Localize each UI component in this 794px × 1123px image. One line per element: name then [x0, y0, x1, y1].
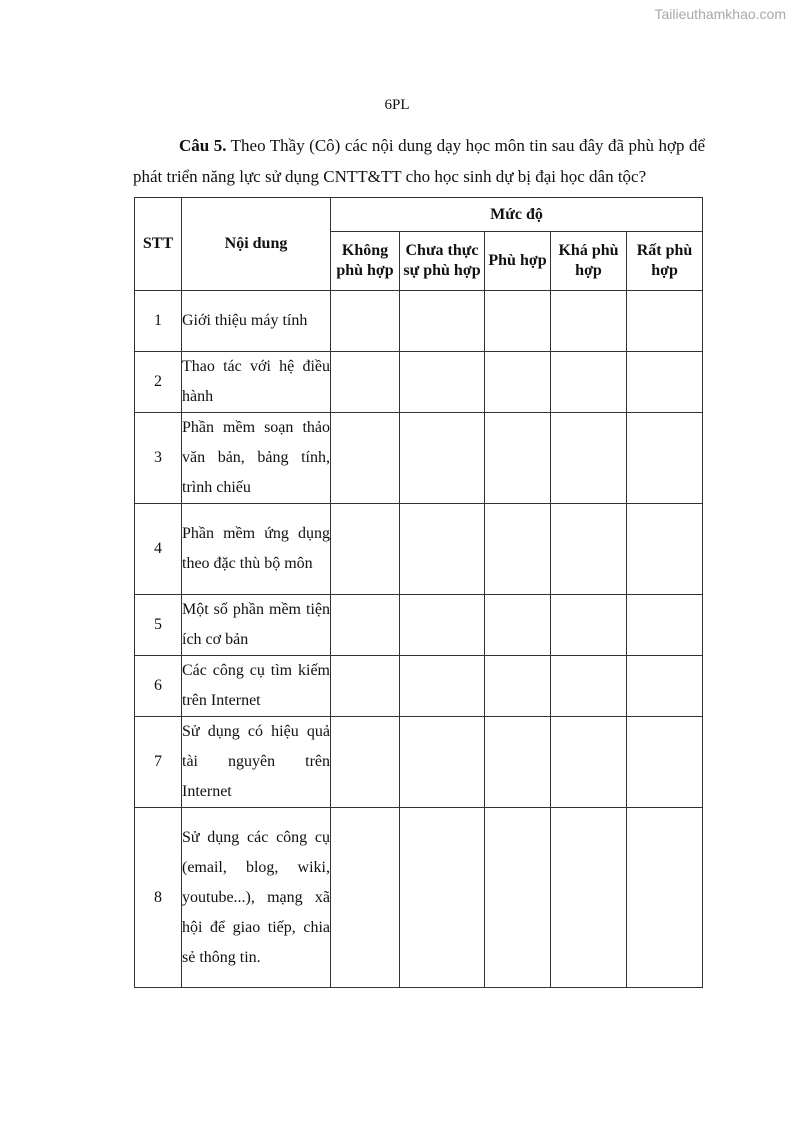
row-number: 5 — [135, 595, 182, 656]
rating-cell[interactable] — [485, 504, 551, 595]
rating-cell[interactable] — [400, 717, 485, 808]
rating-cell[interactable] — [331, 808, 400, 988]
rating-cell[interactable] — [627, 291, 703, 352]
header-row-group — [135, 198, 703, 232]
rating-cell[interactable] — [485, 717, 551, 808]
table-row — [135, 413, 703, 504]
rating-cell[interactable] — [627, 717, 703, 808]
rating-cell[interactable] — [331, 413, 400, 504]
header-content: Nội dung — [182, 198, 331, 291]
rating-cell[interactable] — [551, 656, 627, 717]
row-number: 1 — [135, 291, 182, 352]
rating-cell[interactable] — [551, 413, 627, 504]
header-level-1: Không phù hợp — [331, 232, 400, 291]
rating-cell[interactable] — [627, 352, 703, 413]
rating-cell[interactable] — [485, 413, 551, 504]
rating-cell[interactable] — [485, 808, 551, 988]
rating-cell[interactable] — [400, 595, 485, 656]
row-content: Phần mềm soạn thảo văn bản, bảng tính, trình chiếu — [182, 413, 331, 504]
header-stt: STT — [135, 198, 182, 291]
rating-cell[interactable] — [551, 717, 627, 808]
rating-cell[interactable] — [627, 808, 703, 988]
row-content: Giới thiệu máy tính — [182, 291, 331, 352]
header-level-4: Khá phù hợp — [551, 232, 627, 291]
row-number: 7 — [135, 717, 182, 808]
row-content: Sử dụng có hiệu quả tài nguyên trên Internet — [182, 717, 331, 808]
row-number: 8 — [135, 808, 182, 988]
question-label: Câu 5. — [179, 136, 227, 155]
rating-cell[interactable] — [627, 504, 703, 595]
rating-cell[interactable] — [485, 291, 551, 352]
rating-cell[interactable] — [331, 291, 400, 352]
header-level-group: Mức độ — [331, 198, 703, 232]
question-paragraph — [133, 130, 705, 192]
header-level-2: Chưa thực sự phù hợp — [400, 232, 485, 291]
rating-cell[interactable] — [331, 595, 400, 656]
rating-cell[interactable] — [551, 352, 627, 413]
rating-cell[interactable] — [400, 656, 485, 717]
rating-cell[interactable] — [400, 413, 485, 504]
watermark: Tailieuthamkhao.com — [654, 6, 786, 22]
rating-cell[interactable] — [400, 291, 485, 352]
row-number: 4 — [135, 504, 182, 595]
table-row — [135, 595, 703, 656]
rating-cell[interactable] — [400, 808, 485, 988]
rating-cell[interactable] — [551, 504, 627, 595]
rating-cell[interactable] — [485, 656, 551, 717]
table-row — [135, 808, 703, 988]
question-text: Theo Thầy (Cô) các nội dung dạy học môn tin sau đây đã phù hợp để phát triển năng lực sử dụng CNTT&TT cho học sinh dự bị đại học dân tộc? — [133, 136, 706, 186]
rating-cell[interactable] — [485, 595, 551, 656]
row-number: 6 — [135, 656, 182, 717]
survey-table — [134, 197, 703, 988]
rating-cell[interactable] — [551, 291, 627, 352]
rating-cell[interactable] — [331, 504, 400, 595]
table-row — [135, 504, 703, 595]
table-row — [135, 352, 703, 413]
rating-cell[interactable] — [331, 352, 400, 413]
row-number: 3 — [135, 413, 182, 504]
rating-cell[interactable] — [400, 352, 485, 413]
page-number: 6PL — [384, 97, 410, 113]
row-content: Các công cụ tìm kiếm trên Internet — [182, 656, 331, 717]
row-content: Sử dụng các công cụ (email, blog, wiki, youtube...), mạng xã hội để giao tiếp, chia sẻ thông tin. — [182, 808, 331, 988]
rating-cell[interactable] — [331, 656, 400, 717]
rating-cell[interactable] — [551, 595, 627, 656]
rating-cell[interactable] — [627, 595, 703, 656]
row-content: Thao tác với hệ điều hành — [182, 352, 331, 413]
rating-cell[interactable] — [331, 717, 400, 808]
row-content: Phần mềm ứng dụng theo đặc thù bộ môn — [182, 504, 331, 595]
table-row — [135, 656, 703, 717]
header-level-5: Rất phù hợp — [627, 232, 703, 291]
row-number: 2 — [135, 352, 182, 413]
table-row — [135, 291, 703, 352]
header-level-3: Phù hợp — [485, 232, 551, 291]
rating-cell[interactable] — [627, 413, 703, 504]
row-content: Một số phần mềm tiện ích cơ bản — [182, 595, 331, 656]
rating-cell[interactable] — [400, 504, 485, 595]
rating-cell[interactable] — [627, 656, 703, 717]
table-row — [135, 717, 703, 808]
rating-cell[interactable] — [551, 808, 627, 988]
rating-cell[interactable] — [485, 352, 551, 413]
